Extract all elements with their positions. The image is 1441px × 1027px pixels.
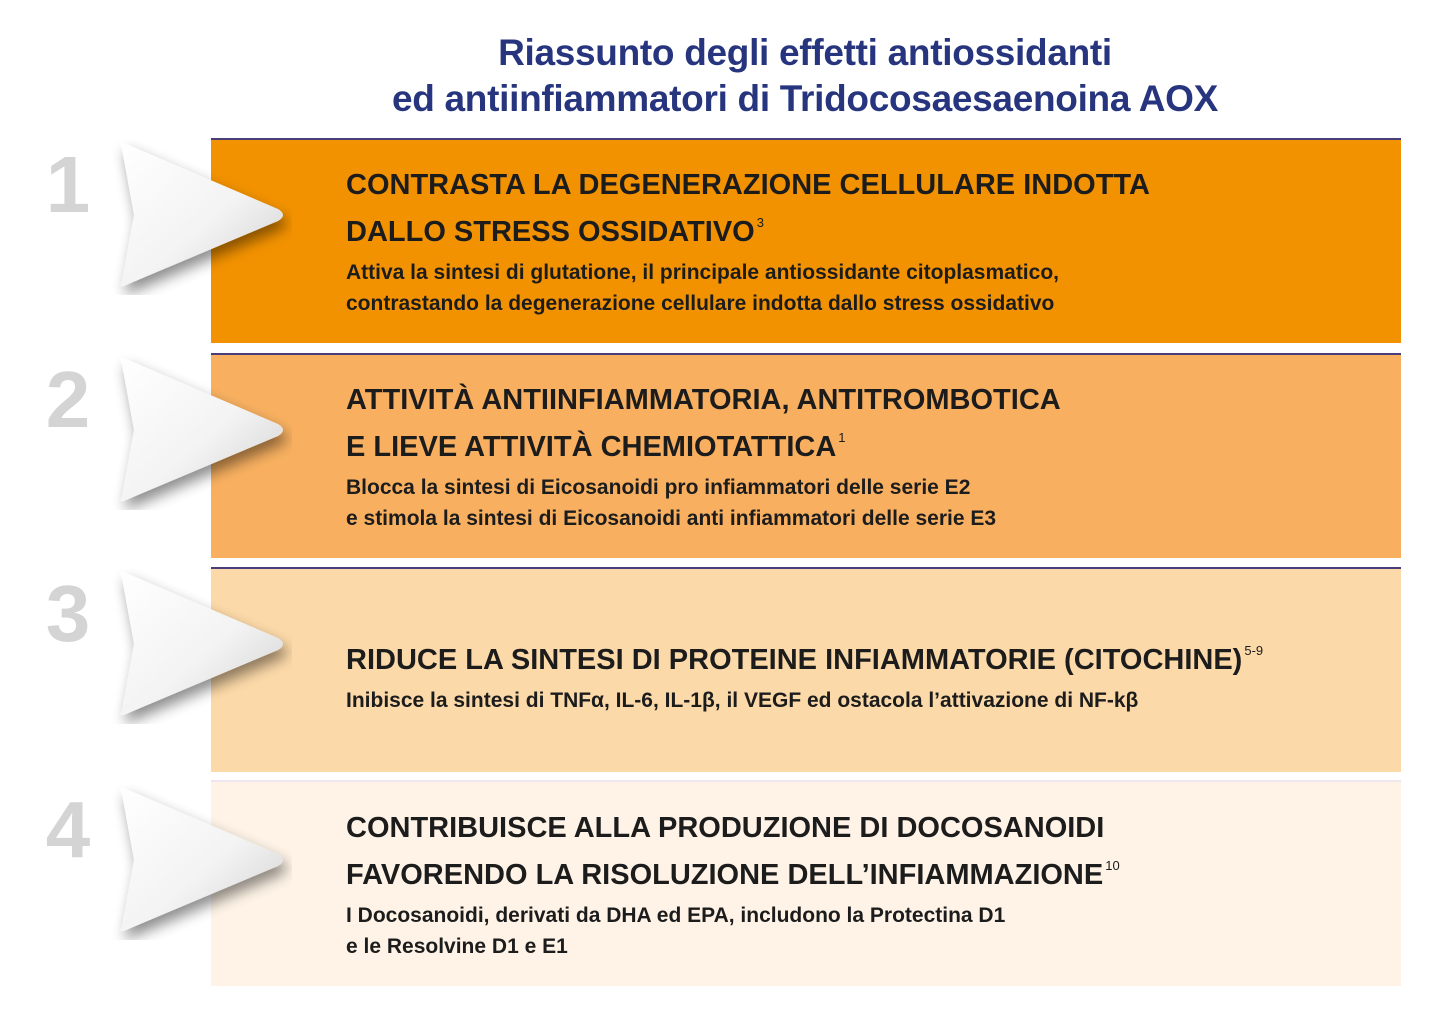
item-4-desc-line-2: e le Resolvine D1 e E1 (346, 935, 568, 958)
item-1-desc-line-2: contrastando la degenerazione cellulare indotta dallo stress ossidativo (346, 292, 1055, 315)
item-4-heading-line-2: FAVORENDO LA RISOLUZIONE DELL’INFIAMMAZIONE (346, 859, 1104, 891)
item-1-arrow-icon (112, 135, 292, 295)
item-4-heading (346, 809, 1386, 894)
item-1-number: 1 (45, 140, 91, 229)
item-2-heading-line-2: E LIEVE ATTIVITÀ CHEMIOTATTICA (346, 431, 837, 463)
item-2-heading-line-1: ATTIVITÀ ANTIINFIAMMATORIA, ANTITROMBOTICA (346, 384, 1061, 416)
item-3-number: 3 (45, 569, 91, 658)
item-4-reference: 10 (1105, 858, 1120, 873)
item-1-heading-line-1: CONTRASTA LA DEGENERAZIONE CELLULARE INDOTTA (346, 169, 1150, 201)
item-2-number: 2 (45, 355, 91, 444)
item-2-desc-line-2: e stimola la sintesi di Eicosanoidi anti infiammatori delle serie E3 (346, 507, 997, 530)
item-1-content (346, 166, 1386, 319)
item-1-reference: 3 (756, 215, 764, 230)
item-4-heading-line-1: CONTRIBUISCE ALLA PRODUZIONE DI DOCOSANOIDI (346, 812, 1105, 844)
item-4-desc-line-1: I Docosanoidi, derivati da DHA ed EPA, includono la Protectina D1 (346, 904, 1006, 927)
item-4-arrow-icon (112, 780, 292, 940)
item-2-heading (346, 381, 1386, 466)
item-3-desc-line-1: Inibisce la sintesi di TNFα, IL-6, IL-1β, il VEGF ed ostacola l’attivazione di NF-kβ (346, 689, 1139, 712)
item-3-heading (346, 632, 1386, 679)
title-line-2: ed antiinfiammatori di Tridocosaesaenoina AOX (391, 78, 1219, 119)
item-2-arrow-icon (112, 350, 292, 510)
item-3-content (346, 632, 1386, 716)
item-3-description (346, 685, 1386, 716)
item-1-heading (346, 166, 1386, 251)
item-1-heading-line-2: DALLO STRESS OSSIDATIVO (346, 216, 755, 248)
title-line-1: Riassunto degli effetti antiossidanti (498, 32, 1112, 73)
item-1-desc-line-1: Attiva la sintesi di glutatione, il principale antiossidante citoplasmatico, (346, 261, 1059, 284)
item-2-content (346, 381, 1386, 534)
item-4-description (346, 900, 1386, 962)
item-3-arrow-icon (112, 564, 292, 724)
item-3-heading-line-1: RIDUCE LA SINTESI DI PROTEINE INFIAMMATORIE (CITOCHINE) (346, 644, 1243, 676)
item-3-reference: 5-9 (1244, 643, 1264, 658)
item-4-number: 4 (45, 785, 91, 874)
page-title (210, 30, 1400, 122)
item-2-description (346, 472, 1386, 534)
item-2-desc-line-1: Blocca la sintesi di Eicosanoidi pro infiammatori delle serie E2 (346, 476, 971, 499)
item-4-content (346, 809, 1386, 962)
item-2-reference: 1 (838, 430, 846, 445)
item-1-description (346, 257, 1386, 319)
